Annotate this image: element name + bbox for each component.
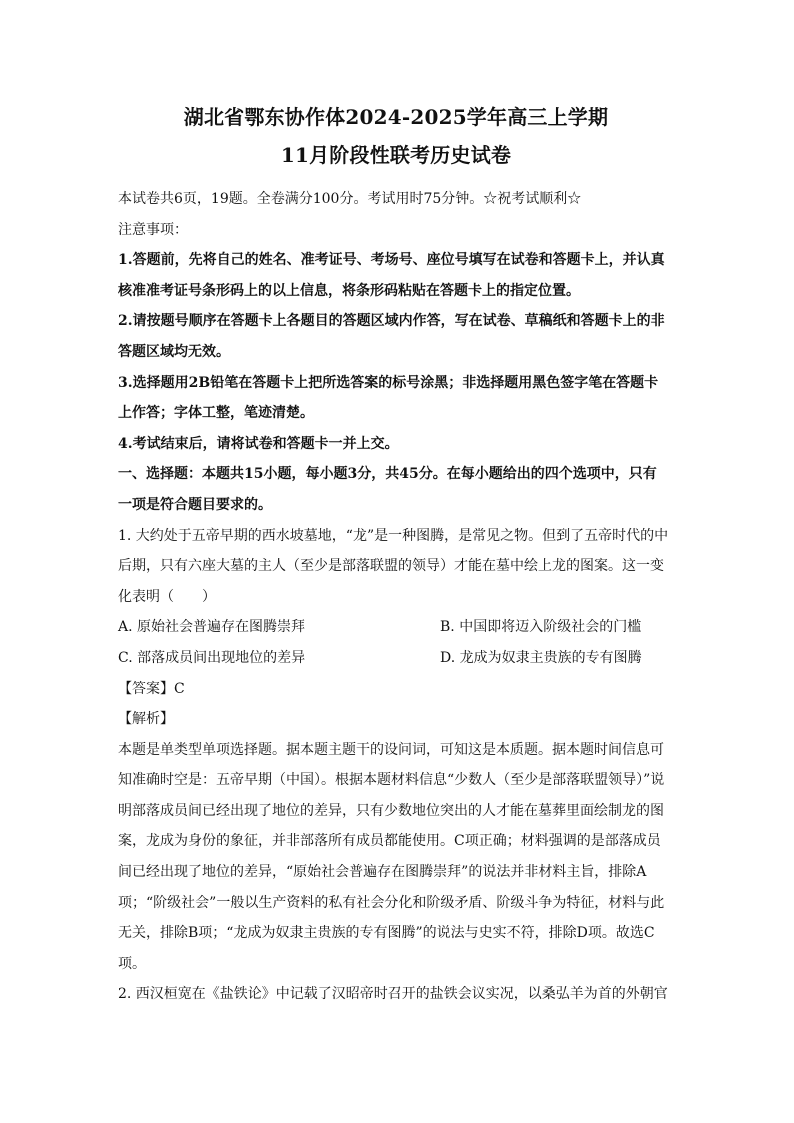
note-line: 上作答；字体工整，笔迹清楚。 [118,405,314,422]
note-line: 3.选择题用2B铅笔在答题卡上把所选答案的标号涂黑；非选择题用黑色签字笔在答题卡 [118,374,659,391]
section-heading: 一项是符合题目要求的。 [118,496,272,513]
note-line: 答题区域均无效。 [118,343,230,360]
q1-analysis-line: 本题是单类型单项选择题。据本题主题干的设问词，可知这是本质题。据本题时间信息可 [118,741,664,758]
q1-analysis-line: 间已经出现了地位的差异，“原始社会普遍存在图腾崇拜”的说法并非材料主旨，排除A [118,864,647,881]
q1-analysis-line: 案，龙成为身份的象征，并非部落所有成员都能使用。C项正确；材料强调的是部落成员 [118,833,661,850]
q1-analysis-line: 项。 [118,955,146,972]
q1-option-b: B. 中国即将迈入阶级社会的门槛 [440,619,642,636]
q1-option-a: A. 原始社会普遍存在图腾崇拜 [118,619,306,636]
q1-stem: 化表明（ ） [118,588,216,605]
exam-intro: 本试卷共6页，19题。全卷满分100分。考试用时75分钟。☆祝考试顺利☆ [118,191,582,207]
q1-stem: 1. 大约处于五帝早期的西水坡墓地，“龙”是一种图腾，是常见之物。但到了五帝时代的中 [118,527,669,544]
q1-option-c: C. 部落成员间出现地位的差异 [118,649,306,666]
q1-analysis-line: 无关，排除B项；“龙成为奴隶主贵族的专有图腾”的说法与史实不符，排除D项。故选C [118,925,655,942]
exam-page [118,100,674,1010]
q1-analysis-line: 知准确时空是：五帝早期（中国）。根据本题材料信息“少数人（至少是部落联盟领导）”说 [118,772,665,789]
exam-title-line1: 湖北省鄂东协作体2024-2025学年高三上学期 [183,105,609,129]
notes-heading: 注意事项： [118,221,188,238]
exam-title-line2: 11月阶段性联考历史试卷 [280,143,512,167]
q1-option-d: D. 龙成为奴隶主贵族的专有图腾 [440,649,642,666]
note-line: 1.答题前，先将自己的姓名、准考证号、考场号、座位号填写在试卷和答题卡上，并认真 [118,252,665,269]
q1-analysis-line: 项；“阶级社会”一般以生产资料的私有社会分化和阶级矛盾、阶级斗争为特征，材料与此 [118,894,665,911]
note-line: 核准准考证号条形码上的以上信息，将条形码粘贴在答题卡上的指定位置。 [118,282,580,299]
q1-options-row [118,612,674,643]
note-line: 2.请按题号顺序在答题卡上各题目的答题区域内作答，写在试卷、草稿纸和答题卡上的非 [118,313,665,330]
q1-analysis-heading: 【解析】 [118,711,174,728]
q1-stem: 后期，只有六座大墓的主人（至少是部落联盟的领导）才能在墓中绘上龙的图案。这一变 [118,558,664,575]
section-heading: 一、选择题：本题共15小题，每小题3分，共45分。在每小题给出的四个选项中，只有 [118,466,657,483]
note-line: 4.考试结束后，请将试卷和答题卡一并上交。 [118,435,399,452]
q1-analysis-line: 明部落成员间已经出现了地位的差异，只有少数地位突出的人才能在墓葬里面绘制龙的图 [118,802,664,819]
q2-stem: 2. 西汉桓宽在《盐铁论》中记载了汉昭帝时召开的盐铁会议实况，以桑弘羊为首的外朝官 [118,986,668,1003]
q1-answer: 【答案】C [118,680,185,697]
q1-options-row [118,643,674,674]
